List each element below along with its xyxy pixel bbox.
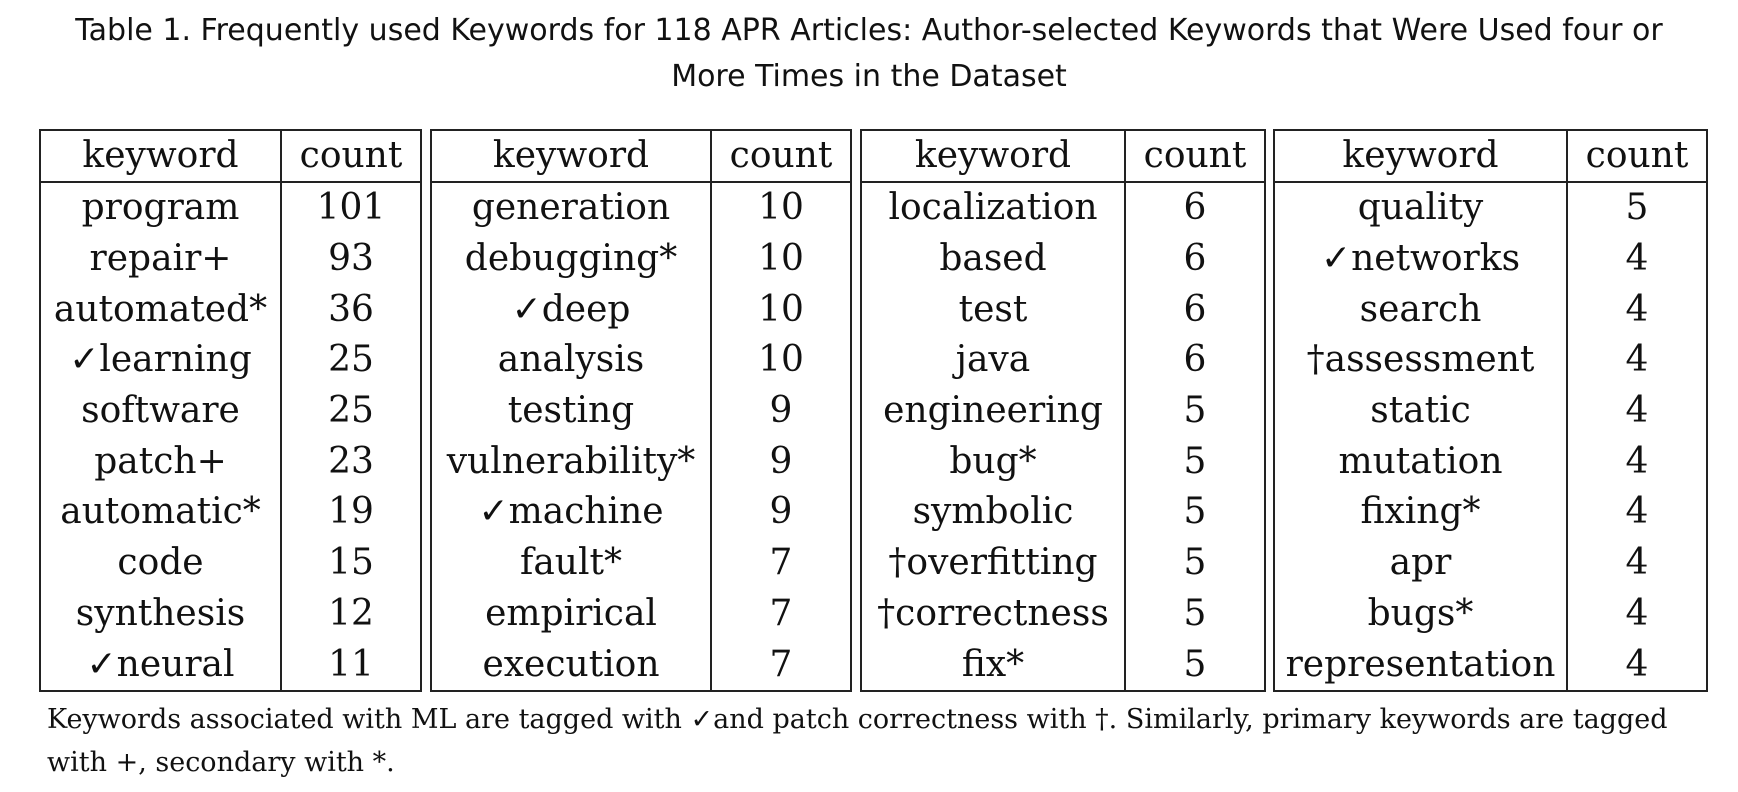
count-header: count xyxy=(1125,130,1265,182)
keyword-cell: engineering xyxy=(861,386,1125,437)
count-header: count xyxy=(711,130,851,182)
count-cell: 5 xyxy=(1183,390,1207,432)
keyword-cell: localization xyxy=(861,182,1125,234)
count-cell: 6 xyxy=(1183,288,1207,330)
keyword-cell: vulnerability* xyxy=(431,436,711,487)
count-cell: 4 xyxy=(1625,491,1649,533)
keyword-header: keyword xyxy=(431,130,711,182)
count-cell: 12 xyxy=(328,592,374,634)
keyword-cell: java xyxy=(861,335,1125,386)
table-row xyxy=(431,436,851,487)
keyword-cell: ✓neural xyxy=(40,639,281,691)
count-cell: 9 xyxy=(769,491,793,533)
count-cell: 5 xyxy=(1183,643,1207,685)
table-row xyxy=(431,335,851,386)
table-row xyxy=(431,538,851,589)
table-row xyxy=(40,589,421,640)
keyword-cell: †correctness xyxy=(861,589,1125,640)
keyword-table-4 xyxy=(1273,129,1708,692)
keyword-cell: †assessment xyxy=(1274,335,1567,386)
keyword-cell: analysis xyxy=(431,335,711,386)
table-row xyxy=(40,487,421,538)
keyword-table-3 xyxy=(860,129,1266,692)
keyword-table-1 xyxy=(39,129,422,692)
keyword-cell: fault* xyxy=(431,538,711,589)
table-row xyxy=(40,234,421,285)
table-row xyxy=(1274,436,1707,487)
count-cell: 23 xyxy=(328,440,374,482)
keyword-cell: fix* xyxy=(861,639,1125,691)
table-row xyxy=(40,386,421,437)
keyword-cell: apr xyxy=(1274,538,1567,589)
count-cell: 93 xyxy=(328,238,374,280)
table-row xyxy=(431,284,851,335)
keyword-cell: symbolic xyxy=(861,487,1125,538)
keyword-cell: program xyxy=(40,182,281,234)
count-cell: 10 xyxy=(758,339,804,381)
count-cell: 5 xyxy=(1625,187,1649,229)
count-cell: 5 xyxy=(1183,440,1207,482)
count-cell: 7 xyxy=(769,643,793,685)
table-row xyxy=(431,234,851,285)
keyword-cell: ✓machine xyxy=(431,487,711,538)
table-row xyxy=(1274,386,1707,437)
keyword-cell: synthesis xyxy=(40,589,281,640)
count-cell: 25 xyxy=(328,390,374,432)
keyword-header: keyword xyxy=(1274,130,1567,182)
count-cell: 6 xyxy=(1183,339,1207,381)
table-row xyxy=(1274,487,1707,538)
keyword-cell: static xyxy=(1274,386,1567,437)
count-cell: 5 xyxy=(1183,592,1207,634)
caption-line-2: More Times in the Dataset xyxy=(671,59,1067,94)
keyword-cell: software xyxy=(40,386,281,437)
keyword-cell: patch+ xyxy=(40,436,281,487)
keyword-header: keyword xyxy=(40,130,281,182)
keyword-cell: representation xyxy=(1274,639,1567,691)
count-cell: 36 xyxy=(328,288,374,330)
keyword-header: keyword xyxy=(861,130,1125,182)
count-cell: 15 xyxy=(328,542,374,584)
keyword-cell: quality xyxy=(1274,182,1567,234)
keyword-cell: ✓learning xyxy=(40,335,281,386)
table-row xyxy=(861,386,1265,437)
count-cell: 6 xyxy=(1183,238,1207,280)
table-row xyxy=(431,639,851,691)
table-row xyxy=(861,487,1265,538)
keyword-cell: fixing* xyxy=(1274,487,1567,538)
table-caption xyxy=(0,8,1738,100)
table-row xyxy=(861,436,1265,487)
keyword-cell: code xyxy=(40,538,281,589)
table-row xyxy=(861,639,1265,691)
table-row xyxy=(40,436,421,487)
header-row xyxy=(861,130,1265,182)
footnote-line-1: Keywords associated with ML are tagged with ✓and patch correctness with †. Similarly, primary keywords are tagged xyxy=(47,704,1668,735)
table-row xyxy=(40,182,421,234)
header-row xyxy=(431,130,851,182)
keyword-cell: ✓deep xyxy=(431,284,711,335)
table-row xyxy=(40,335,421,386)
table-row xyxy=(40,284,421,335)
keyword-cell: testing xyxy=(431,386,711,437)
count-cell: 19 xyxy=(328,491,374,533)
table-row xyxy=(861,589,1265,640)
keyword-cell: execution xyxy=(431,639,711,691)
count-cell: 4 xyxy=(1625,390,1649,432)
keyword-cell: automatic* xyxy=(40,487,281,538)
keyword-cell: based xyxy=(861,234,1125,285)
keyword-cell: generation xyxy=(431,182,711,234)
count-cell: 4 xyxy=(1625,440,1649,482)
table-row xyxy=(40,639,421,691)
keyword-cell: ✓networks xyxy=(1274,234,1567,285)
table-row xyxy=(861,538,1265,589)
count-header: count xyxy=(1567,130,1707,182)
table-row xyxy=(1274,589,1707,640)
header-row xyxy=(1274,130,1707,182)
count-cell: 101 xyxy=(316,187,386,229)
header-row xyxy=(40,130,421,182)
caption-line-1: Table 1. Frequently used Keywords for 118 APR Articles: Author-selected Keywords that Were Used four or xyxy=(75,13,1663,48)
table-footnote xyxy=(47,698,1707,784)
keyword-cell: test xyxy=(861,284,1125,335)
keyword-cell: automated* xyxy=(40,284,281,335)
count-cell: 10 xyxy=(758,238,804,280)
count-cell: 5 xyxy=(1183,491,1207,533)
table-row xyxy=(431,386,851,437)
table-row xyxy=(1274,639,1707,691)
count-cell: 6 xyxy=(1183,187,1207,229)
table-row xyxy=(1274,538,1707,589)
keyword-cell: bugs* xyxy=(1274,589,1567,640)
count-cell: 5 xyxy=(1183,542,1207,584)
table-row xyxy=(861,284,1265,335)
table-row xyxy=(1274,234,1707,285)
table-row xyxy=(431,487,851,538)
keyword-table-2 xyxy=(430,129,852,692)
table-row xyxy=(431,182,851,234)
count-cell: 4 xyxy=(1625,238,1649,280)
count-cell: 9 xyxy=(769,390,793,432)
keyword-cell: empirical xyxy=(431,589,711,640)
table-row xyxy=(861,234,1265,285)
count-cell: 4 xyxy=(1625,339,1649,381)
footnote-line-2: with +, secondary with *. xyxy=(47,747,395,778)
count-cell: 4 xyxy=(1625,592,1649,634)
table-row xyxy=(861,182,1265,234)
count-cell: 10 xyxy=(758,288,804,330)
keyword-cell: bug* xyxy=(861,436,1125,487)
count-cell: 7 xyxy=(769,592,793,634)
count-cell: 4 xyxy=(1625,288,1649,330)
count-cell: 9 xyxy=(769,440,793,482)
keyword-cell: debugging* xyxy=(431,234,711,285)
keyword-cell: repair+ xyxy=(40,234,281,285)
count-cell: 25 xyxy=(328,339,374,381)
table-row xyxy=(1274,182,1707,234)
count-header: count xyxy=(281,130,421,182)
count-cell: 4 xyxy=(1625,542,1649,584)
table-row xyxy=(1274,284,1707,335)
table-row xyxy=(1274,335,1707,386)
table-row xyxy=(861,335,1265,386)
keyword-cell: †overfitting xyxy=(861,538,1125,589)
count-cell: 11 xyxy=(328,643,374,685)
table-row xyxy=(40,538,421,589)
keyword-cell: search xyxy=(1274,284,1567,335)
count-cell: 4 xyxy=(1625,643,1649,685)
count-cell: 7 xyxy=(769,542,793,584)
keyword-cell: mutation xyxy=(1274,436,1567,487)
count-cell: 10 xyxy=(758,187,804,229)
table-row xyxy=(431,589,851,640)
